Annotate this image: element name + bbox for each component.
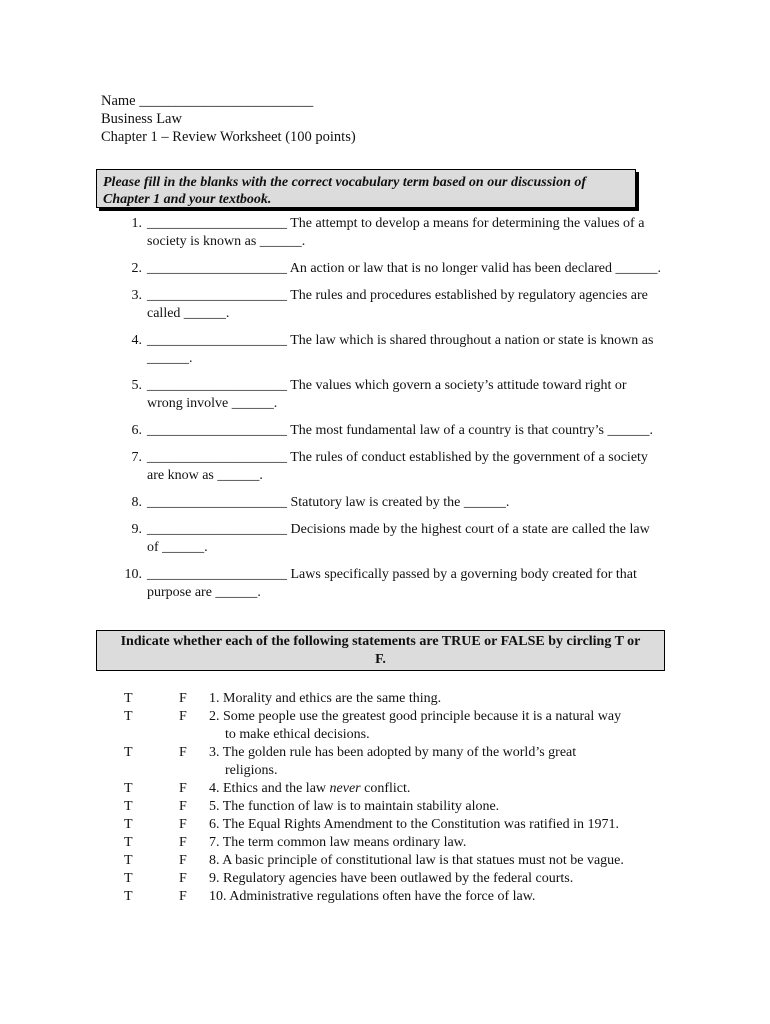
- tf-statement: [209, 798, 684, 816]
- tf-row: [124, 870, 684, 888]
- list-item: [122, 566, 662, 602]
- item-text: ____________________ The rules of conduct established by the government of a society are know as ______.: [147, 450, 648, 483]
- tf-statement: [209, 888, 684, 906]
- worksheet-header: [101, 92, 356, 146]
- false-option[interactable]: F: [179, 817, 187, 832]
- true-option[interactable]: T: [124, 691, 133, 706]
- list-item: [122, 215, 662, 251]
- tf-statement: [209, 834, 684, 852]
- item-number: 8.: [131, 495, 142, 510]
- statement-text: 7. The term common law means ordinary law.: [209, 835, 467, 850]
- item-number: 4.: [131, 333, 142, 348]
- true-option[interactable]: T: [124, 835, 133, 850]
- true-false-instructions-box: Indicate whether each of the following statements are TRUE or FALSE by circling T or F.: [96, 630, 665, 671]
- true-false-list: [124, 690, 684, 906]
- list-item: [122, 494, 662, 512]
- item-text: ____________________ Statutory law is created by the ______.: [147, 495, 510, 510]
- list-item: [122, 422, 662, 440]
- fill-in-instructions-box: Please fill in the blanks with the correct vocabulary term based on our discussion of Chapter 1 and your textbook.: [96, 169, 636, 208]
- item-text: ____________________ Laws specifically passed by a governing body created for that purpose are ______.: [147, 567, 637, 600]
- false-option[interactable]: F: [179, 889, 187, 904]
- statement-text: 5. The function of law is to maintain stability alone.: [209, 799, 500, 814]
- false-option[interactable]: F: [179, 835, 187, 850]
- tf-statement: [209, 852, 684, 870]
- item-text: ____________________ The values which govern a society’s attitude toward right or wrong involve ______.: [147, 378, 627, 411]
- tf-row: [124, 744, 684, 780]
- worksheet-subtitle: Chapter 1 – Review Worksheet (100 points): [101, 129, 356, 145]
- statement-text: 6. The Equal Rights Amendment to the Constitution was ratified in 1971.: [209, 817, 619, 832]
- true-option[interactable]: T: [124, 709, 133, 724]
- item-number: 9.: [131, 522, 142, 537]
- true-option[interactable]: T: [124, 871, 133, 886]
- true-option[interactable]: T: [124, 889, 133, 904]
- list-item: [122, 521, 662, 557]
- fill-in-list: [122, 215, 662, 611]
- true-option[interactable]: T: [124, 799, 133, 814]
- tf-row: [124, 690, 684, 708]
- false-option[interactable]: F: [179, 799, 187, 814]
- false-option[interactable]: F: [179, 781, 187, 796]
- tf-row: [124, 798, 684, 816]
- statement-text: 8. A basic principle of constitutional law is that statues must not be vague.: [209, 853, 624, 868]
- statement-continuation: religions.: [225, 763, 278, 778]
- false-option[interactable]: F: [179, 709, 187, 724]
- true-option[interactable]: T: [124, 853, 133, 868]
- tf-row: [124, 708, 684, 744]
- item-text: ____________________ An action or law that is no longer valid has been declared ______.: [147, 261, 662, 276]
- item-number: 7.: [131, 450, 142, 465]
- item-number: 6.: [131, 423, 142, 438]
- statement-text: 3. The golden rule has been adopted by many of the world’s great: [209, 745, 577, 760]
- tf-statement: [209, 816, 684, 834]
- item-text: ____________________ The attempt to develop a means for determining the values of a society is known as ______.: [147, 216, 645, 249]
- item-text: ____________________ The rules and procedures established by regulatory agencies are called ______.: [147, 288, 648, 321]
- list-item: [122, 332, 662, 368]
- list-item: [122, 287, 662, 323]
- tf-row: [124, 888, 684, 906]
- tf-statement: [209, 690, 684, 708]
- statement-text: 10. Administrative regulations often have the force of law.: [209, 889, 536, 904]
- statement-text: 2. Some people use the greatest good principle because it is a natural way: [209, 709, 622, 724]
- name-line: Name ________________________: [101, 93, 314, 109]
- tf-row: [124, 816, 684, 834]
- tf-statement: [209, 780, 684, 798]
- true-option[interactable]: T: [124, 745, 133, 760]
- statement-text: 4. Ethics and the law never conflict.: [209, 781, 411, 796]
- list-item: [122, 449, 662, 485]
- item-text: ____________________ Decisions made by the highest court of a state are called the law of ______.: [147, 522, 650, 555]
- item-number: 1.: [131, 216, 142, 231]
- item-number: 5.: [131, 378, 142, 393]
- true-option[interactable]: T: [124, 781, 133, 796]
- tf-statement: [209, 708, 684, 744]
- tf-statement: [209, 744, 684, 780]
- false-option[interactable]: F: [179, 691, 187, 706]
- tf-row: [124, 834, 684, 852]
- item-number: 3.: [131, 288, 142, 303]
- item-text: ____________________ The most fundamental law of a country is that country’s ______.: [147, 423, 654, 438]
- false-option[interactable]: F: [179, 871, 187, 886]
- item-text: ____________________ The law which is shared throughout a nation or state is known as ______.: [147, 333, 654, 366]
- course-title: Business Law: [101, 111, 182, 127]
- statement-continuation: to make ethical decisions.: [225, 727, 370, 742]
- tf-row: [124, 780, 684, 798]
- statement-text: 9. Regulatory agencies have been outlawed by the federal courts.: [209, 871, 574, 886]
- item-number: 10.: [124, 567, 142, 582]
- list-item: [122, 377, 662, 413]
- list-item: [122, 260, 662, 278]
- statement-text: 1. Morality and ethics are the same thing.: [209, 691, 442, 706]
- false-option[interactable]: F: [179, 853, 187, 868]
- tf-statement: [209, 870, 684, 888]
- true-option[interactable]: T: [124, 817, 133, 832]
- false-option[interactable]: F: [179, 745, 187, 760]
- item-number: 2.: [131, 261, 142, 276]
- tf-row: [124, 852, 684, 870]
